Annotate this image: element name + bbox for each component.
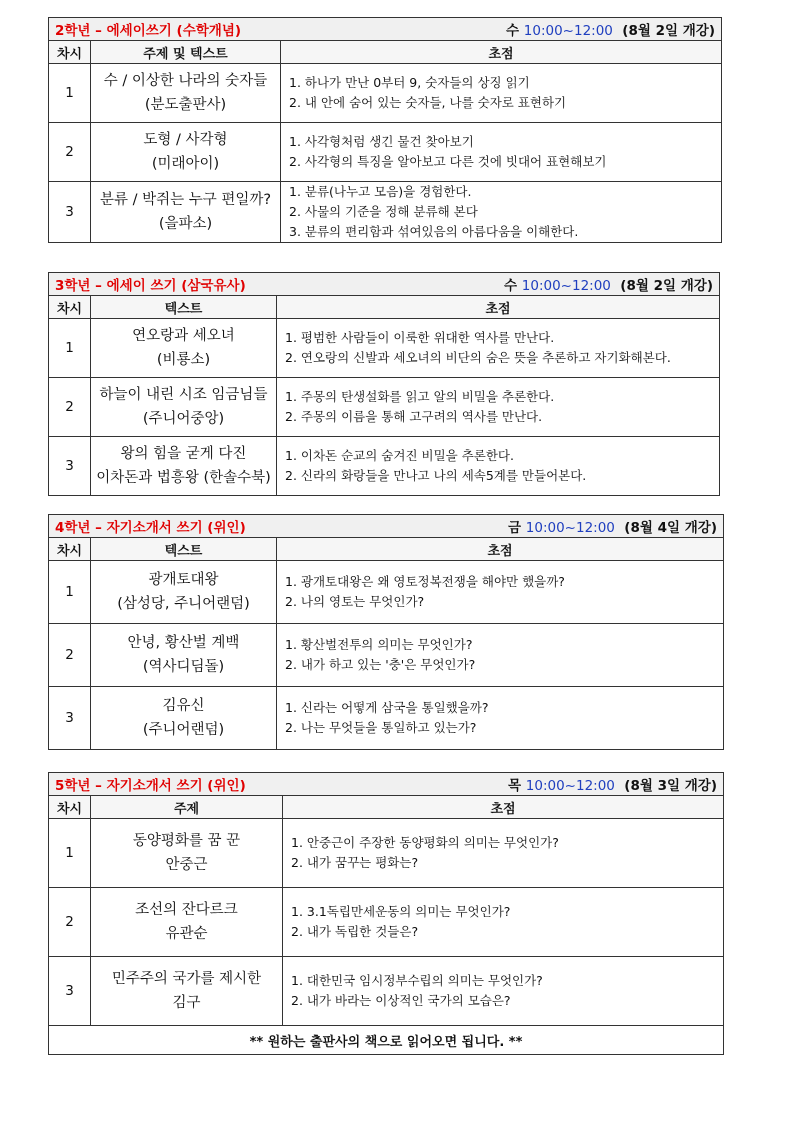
topic-cell xyxy=(91,319,277,378)
focus-line: 1. 하나가 만난 0부터 9, 숫자들의 상징 읽기 xyxy=(289,75,530,90)
topic-line: (비룡소) xyxy=(156,352,211,368)
table-header xyxy=(49,773,724,796)
table-header xyxy=(49,515,724,538)
focus-line: 2. 나의 영토는 무엇인가? xyxy=(285,594,425,609)
column-header-session: 차시 xyxy=(49,296,91,319)
focus-line: 1. 3.1독립만세운동의 의미는 무엇인가? xyxy=(291,904,511,919)
focus-line: 1. 안중근이 주장한 동양평화의 의미는 무엇인가? xyxy=(291,835,559,850)
topic-line: (분도출판사) xyxy=(144,97,227,113)
topic-line: 하늘이 내린 시조 임금님들 xyxy=(99,387,268,403)
course-schedule xyxy=(508,774,717,794)
schedule-table-grade5 xyxy=(48,772,724,1055)
topic-line: 분류 / 박쥐는 누구 편일까? xyxy=(99,192,272,208)
session-number: 2 xyxy=(49,624,91,687)
topic-line: 안녕, 황산벌 계백 xyxy=(127,635,240,651)
schedule-table-grade3 xyxy=(48,272,720,496)
course-time: 10:00~12:00 xyxy=(525,778,615,794)
focus-line: 1. 주몽의 탄생설화를 읽고 알의 비밀을 추론한다. xyxy=(285,389,555,404)
topic-line: 도형 / 사각형 xyxy=(143,132,228,148)
session-number: 1 xyxy=(49,561,91,624)
session-number: 3 xyxy=(49,687,91,750)
topic-cell xyxy=(91,819,283,888)
topic-line: 김유신 xyxy=(162,698,205,714)
course-title: 2학년 – 에세이쓰기 (수학개념) xyxy=(55,23,242,39)
course-day: 수 xyxy=(504,278,518,294)
table-row xyxy=(49,888,724,957)
table-row xyxy=(49,319,720,378)
focus-cell xyxy=(277,687,724,750)
course-time: 10:00~12:00 xyxy=(525,520,615,536)
topic-cell xyxy=(91,378,277,437)
course-day: 수 xyxy=(506,23,520,39)
focus-line: 2. 내가 꿈꾸는 평화는? xyxy=(291,855,419,870)
table-row xyxy=(49,64,722,123)
column-header-row xyxy=(49,41,722,64)
focus-line: 1. 대한민국 임시정부수립의 의미는 무엇인가? xyxy=(291,973,543,988)
topic-cell xyxy=(91,64,281,123)
topic-cell xyxy=(91,437,277,496)
session-number: 3 xyxy=(49,957,91,1026)
column-header-session: 차시 xyxy=(49,538,91,561)
focus-cell xyxy=(283,957,724,1026)
column-header-topic: 주제 및 텍스트 xyxy=(91,41,281,64)
table-row xyxy=(49,624,724,687)
focus-line: 2. 내가 독립한 것들은? xyxy=(291,924,419,939)
topic-line: 조선의 잔다르크 xyxy=(135,902,238,918)
column-header-topic: 주제 xyxy=(91,796,283,819)
session-number: 1 xyxy=(49,319,91,378)
focus-cell xyxy=(277,624,724,687)
topic-line: 수 / 이상한 나라의 숫자들 xyxy=(103,73,268,89)
session-number: 2 xyxy=(49,888,91,957)
course-schedule xyxy=(504,274,713,294)
focus-line: 2. 사물의 기준을 정해 분류해 본다 xyxy=(289,204,478,219)
topic-line: 동양평화를 꿈 꾼 xyxy=(132,833,241,849)
course-day: 목 xyxy=(508,778,522,794)
focus-line: 1. 분류(나누고 모음)을 경험한다. xyxy=(289,184,472,199)
topic-line: (을파소) xyxy=(158,216,213,232)
focus-line: 2. 내가 하고 있는 '충'은 무엇인가? xyxy=(285,657,476,672)
schedule-table-grade4 xyxy=(48,514,724,750)
topic-line: 연오랑과 세오녀 xyxy=(132,328,235,344)
session-number: 2 xyxy=(49,123,91,182)
course-title: 3학년 – 에세이 쓰기 (삼국유사) xyxy=(55,278,246,294)
topic-line: 왕의 힘을 굳게 다진 xyxy=(120,446,247,462)
footer-note: ** 원하는 출판사의 책으로 읽어오면 됩니다. ** xyxy=(49,1026,724,1055)
column-header-row xyxy=(49,796,724,819)
column-header-focus: 초점 xyxy=(283,796,724,819)
focus-cell xyxy=(277,319,720,378)
session-number: 2 xyxy=(49,378,91,437)
course-title: 4학년 – 자기소개서 쓰기 (위인) xyxy=(55,520,246,536)
table-row xyxy=(49,687,724,750)
topic-cell xyxy=(91,182,281,243)
session-number: 1 xyxy=(49,819,91,888)
focus-cell xyxy=(277,378,720,437)
focus-line: 1. 이차돈 순교의 숨겨진 비밀을 추론한다. xyxy=(285,448,514,463)
focus-line: 1. 광개토대왕은 왜 영토정복전쟁을 해야만 했을까? xyxy=(285,574,565,589)
column-header-topic: 텍스트 xyxy=(91,538,277,561)
focus-line: 1. 평범한 사람들이 이룩한 위대한 역사를 만난다. xyxy=(285,330,555,345)
topic-line: 민주주의 국가를 제시한 xyxy=(111,971,262,987)
focus-cell xyxy=(283,888,724,957)
session-number: 3 xyxy=(49,437,91,496)
topic-line: (역사디딤돌) xyxy=(142,659,225,675)
column-header-focus: 초점 xyxy=(277,296,720,319)
schedule-table-grade2 xyxy=(48,17,722,243)
topic-cell xyxy=(91,624,277,687)
topic-cell xyxy=(91,561,277,624)
focus-cell xyxy=(281,123,722,182)
focus-line: 2. 내 안에 숨어 있는 숫자들, 나를 숫자로 표현하기 xyxy=(289,95,567,110)
focus-cell xyxy=(281,64,722,123)
focus-line: 2. 주몽의 이름을 통해 고구려의 역사를 만난다. xyxy=(285,409,543,424)
course-day: 금 xyxy=(508,520,522,536)
focus-line: 2. 신라의 화랑들을 만나고 나의 세속5계를 만들어본다. xyxy=(285,468,587,483)
focus-cell xyxy=(277,437,720,496)
course-title: 5학년 – 자기소개서 쓰기 (위인) xyxy=(55,778,246,794)
topic-line: (미래아이) xyxy=(151,156,220,172)
course-open-date: (8월 2일 개강) xyxy=(622,23,715,39)
focus-line: 3. 분류의 편리함과 섞여있음의 아름다움을 이해한다. xyxy=(289,224,579,239)
focus-line: 2. 연오랑의 신발과 세오녀의 비단의 숨은 뜻을 추론하고 자기화해본다. xyxy=(285,350,671,365)
focus-line: 1. 신라는 어떻게 삼국을 통일했을까? xyxy=(285,700,489,715)
focus-cell xyxy=(281,182,722,243)
table-row xyxy=(49,957,724,1026)
table-row xyxy=(49,819,724,888)
table-row xyxy=(49,437,720,496)
column-header-topic: 텍스트 xyxy=(91,296,277,319)
column-header-row xyxy=(49,538,724,561)
focus-line: 1. 사각형처럼 생긴 물건 찾아보기 xyxy=(289,134,474,149)
footer-row xyxy=(49,1026,724,1055)
table-row xyxy=(49,123,722,182)
topic-cell xyxy=(91,123,281,182)
topic-line: 유관순 xyxy=(165,926,208,942)
topic-line: (주니어랜덤) xyxy=(142,722,225,738)
topic-cell xyxy=(91,687,277,750)
session-number: 3 xyxy=(49,182,91,243)
table-header xyxy=(49,18,722,41)
course-time: 10:00~12:00 xyxy=(523,23,613,39)
topic-line: 안중근 xyxy=(165,857,208,873)
course-open-date: (8월 4일 개강) xyxy=(624,520,717,536)
course-open-date: (8월 3일 개강) xyxy=(624,778,717,794)
focus-line: 2. 내가 바라는 이상적인 국가의 모습은? xyxy=(291,993,511,1008)
column-header-focus: 초점 xyxy=(281,41,722,64)
table-header xyxy=(49,273,720,296)
column-header-row xyxy=(49,296,720,319)
course-open-date: (8월 2일 개강) xyxy=(620,278,713,294)
column-header-focus: 초점 xyxy=(277,538,724,561)
topic-line: 광개토대왕 xyxy=(148,572,219,588)
column-header-session: 차시 xyxy=(49,41,91,64)
focus-cell xyxy=(277,561,724,624)
session-number: 1 xyxy=(49,64,91,123)
topic-line: (주니어중앙) xyxy=(142,411,225,427)
focus-cell xyxy=(283,819,724,888)
table-row xyxy=(49,182,722,243)
focus-line: 1. 황산벌전투의 의미는 무엇인가? xyxy=(285,637,473,652)
topic-cell xyxy=(91,888,283,957)
course-time: 10:00~12:00 xyxy=(521,278,611,294)
focus-line: 2. 사각형의 특징을 알아보고 다른 것에 빗대어 표현해보기 xyxy=(289,154,607,169)
topic-line: (삼성당, 주니어랜덤) xyxy=(117,596,250,612)
course-schedule xyxy=(508,516,717,536)
table-row xyxy=(49,561,724,624)
course-schedule xyxy=(506,19,715,39)
table-row xyxy=(49,378,720,437)
topic-line: 이차돈과 법흥왕 (한솔수북) xyxy=(96,470,271,486)
column-header-session: 차시 xyxy=(49,796,91,819)
focus-line: 2. 나는 무엇들을 통일하고 있는가? xyxy=(285,720,477,735)
topic-line: 김구 xyxy=(172,995,201,1011)
topic-cell xyxy=(91,957,283,1026)
